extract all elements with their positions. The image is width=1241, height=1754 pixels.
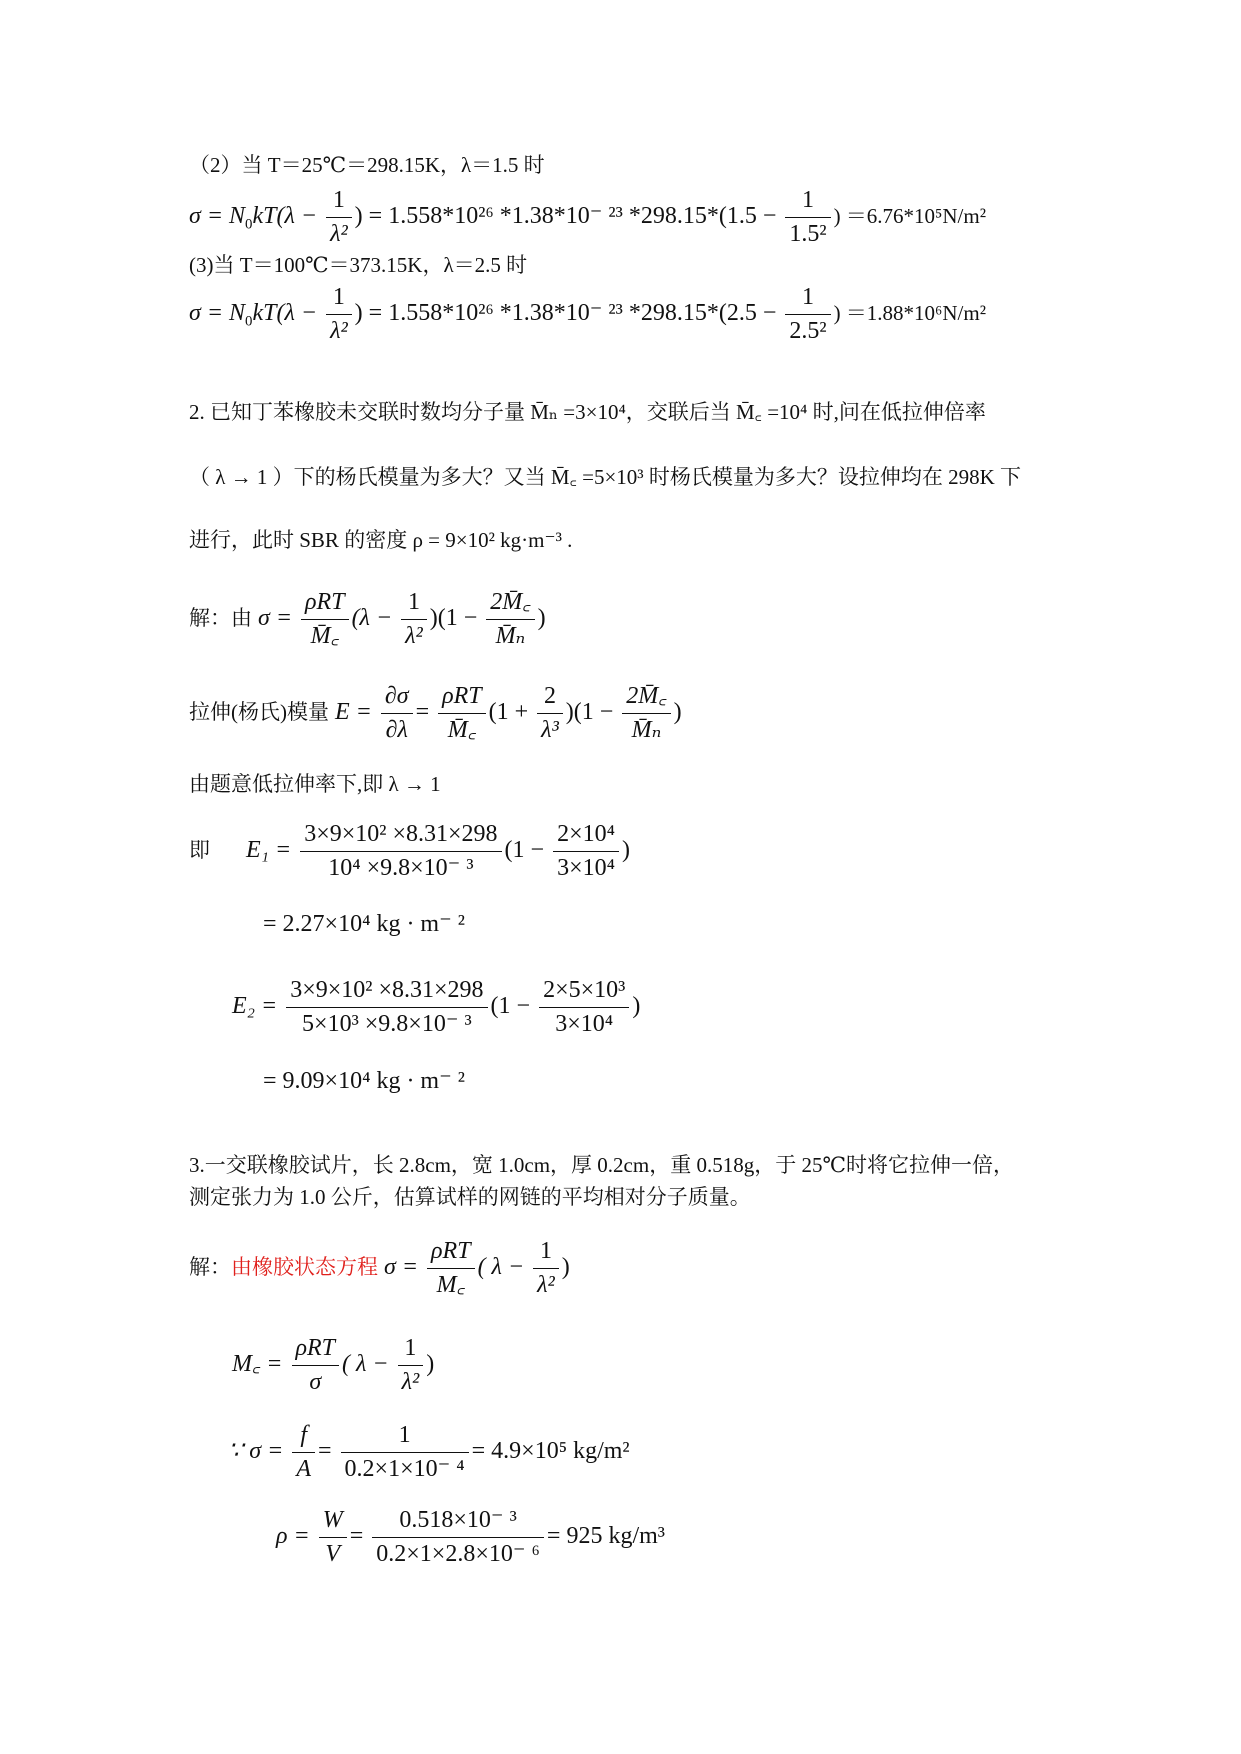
sol3-s-frac2 [341,1421,469,1484]
sol2-e2-num2: 2×5×10³ [539,976,629,1008]
eq3-lhs: σ = N [189,299,246,326]
sol3-s-num2: 1 [341,1421,469,1453]
sol2-e1-den: 10⁴ ×9.8×10⁻ ³ [328,854,474,881]
sol2-f1-end: ) [537,604,546,631]
eq2-num: 1 [326,186,352,218]
sol3-r-res: = 925 kg/m³ [546,1522,665,1549]
sol3-f-den: M꜀ [436,1271,465,1298]
sol2-e2-den2: 3×10⁴ [555,1010,614,1037]
sol2-f1-frac2 [401,588,427,651]
eq3-result: ) ＝1.88*10⁶N/m² [833,300,987,325]
sol3-mc-frac [292,1334,340,1397]
sol3-r-frac [319,1506,347,1569]
sol2-intro: 解：由 [189,605,252,630]
sol3-r-num2: 0.518×10⁻ ³ [372,1506,544,1538]
sol2-e2-num: 3×9×10² ×8.31×298 [286,976,487,1008]
sol2-mod-label: 拉伸(杨氏)模量 [189,699,329,724]
sol3-intro: 解： [189,1254,231,1279]
sol3-s-num: f [292,1421,315,1453]
sol2-f1-num2: 1 [401,588,427,620]
eq3-den2: 2.5² [789,317,827,344]
sol2-f1-mid2: )(1 − [429,604,478,631]
sol3-sigma [228,1421,630,1484]
sol2-mod-frac3 [622,682,670,745]
eq2-lhs-sub: 0 [245,216,253,233]
sol3-mc-frac2 [398,1334,424,1397]
eq3-rhs: ) = 1.558*10²⁶ *1.38*10⁻ ²³ *298.15*(2.5 − [354,299,777,326]
q3-line1: 3.一交联橡胶试片，长 2.8cm，宽 1.0cm，厚 0.2cm，重 0.518g，于 25℃时将它拉伸一倍， [189,1153,1014,1177]
eq2-den: λ² [330,220,348,247]
sol2-e2-frac [286,976,487,1039]
sol3-state-eq [189,1237,570,1300]
eq-part3 [189,283,986,346]
sol3-s-den: A [296,1455,311,1482]
sol2-mod-eq: = [415,698,430,725]
sol3-r-den: V [325,1540,341,1567]
eq3-den: λ² [330,317,348,344]
sol3-r-pre: ρ = [276,1522,310,1549]
sol2-e1-mid: (1 − [504,836,545,863]
q2-line2: （ λ → 1 ）下的杨氏模量为多大？又当 M̄꜀ =5×10³ 时杨氏模量为多大？设拉伸均在 298K 下 [189,465,1022,489]
sol2-e1-den2: 3×10⁴ [557,854,615,881]
sol3-f-num2: 1 [533,1237,559,1269]
sol2-e2-pre: E₂ = [232,992,278,1019]
sol2-f1-den: M̄꜀ [310,622,339,649]
eq3-num2: 1 [785,283,830,315]
sol2-mod-frac [381,682,413,745]
sol2-mod-num2: 2 [537,682,563,714]
q2-line1: 2. 已知丁苯橡胶未交联时数均分子量 M̄ₙ =3×10⁴，交联后当 M̄꜀ =10⁴ 时,问在低拉伸倍率 [189,400,986,424]
sol2-e1-result: = 2.27×10⁴ kg · m⁻ ² [263,911,465,937]
eq2-den2: 1.5² [789,220,827,247]
sol2-mod-end: ) [673,698,682,725]
sol2-mod-mid: (1 + [488,698,529,725]
sol3-s-frac [292,1421,315,1484]
sol3-rho [276,1506,665,1569]
eq3-frac [326,283,352,346]
sol2-mod-den2: λ³ [541,716,559,743]
eq2-frac2 [785,186,830,249]
sol2-e2-mid: (1 − [490,992,531,1019]
sol2-formula [189,588,546,651]
sol2-f1-num: ρRT [301,588,349,620]
sol2-mod-den1: M̄꜀ [447,716,477,743]
sol2-mod-num3: 2M̄꜀ [622,682,670,714]
sol2-e1-label: 即 [189,837,210,862]
sol2-mod-pre: E = [335,698,372,725]
sol3-s-eq: = [317,1437,332,1464]
sol3-f-frac2 [533,1237,559,1300]
sol2-e2-result: = 9.09×10⁴ kg · m⁻ ² [263,1068,465,1094]
eq2-lhs: σ = N [189,202,246,229]
sol3-mc [232,1334,434,1397]
sol2-e1-num: 3×9×10² ×8.31×298 [300,820,501,852]
sol2-modulus [189,682,682,745]
eq2-rhs: ) = 1.558*10²⁶ *1.38*10⁻ ²³ *298.15*(1.5 − [354,202,777,229]
sol3-f-den2: λ² [537,1271,555,1298]
sol3-s-res: = 4.9×10⁵ kg/m² [471,1437,630,1464]
sol2-f1-frac [301,588,349,651]
sol2-e1-end: ) [621,836,630,863]
sol2-f1-den2: λ² [405,622,423,649]
sol3-mc-den: σ [309,1368,322,1395]
sol3-mc-num: ρRT [292,1334,340,1366]
eq3-frac2 [785,283,830,346]
sol3-mc-mid: ( λ − [342,1350,389,1377]
sol2-e1-pre: E₁ = [246,836,292,863]
sol2-mod-frac1 [438,682,486,745]
sol3-f-frac [427,1237,475,1300]
q2-line3: 进行，此时 SBR 的密度 ρ = 9×10² kg·m⁻³ . [189,528,573,552]
sol3-s-pre: ∵ σ = [228,1437,284,1464]
eq2-frac [326,186,352,249]
eq-part2 [189,186,986,249]
sol3-r-den2: 0.2×1×2.8×10⁻ ⁶ [376,1540,540,1567]
sol2-mod-num: ∂σ [381,682,413,714]
sol3-mc-pre: M꜀ = [232,1350,283,1377]
sol2-e2-end: ) [632,992,641,1019]
sol3-red-label: 由橡胶状态方程 [231,1254,378,1279]
sol2-mod-den: ∂λ [385,716,408,743]
sol2-f1-den3: M̄ₙ [495,622,526,649]
part2-condition: （2）当 T＝25℃＝298.15K，λ＝1.5 时 [189,153,545,177]
sol3-f-pre: σ = [384,1253,419,1280]
eq3-lhs-rest: kT(λ − [252,299,318,326]
sol3-r-num: W [319,1506,347,1538]
eq3-lhs-sub: 0 [245,313,253,330]
sol3-mc-num2: 1 [398,1334,424,1366]
eq2-lhs-rest: kT(λ − [252,202,318,229]
sol3-mc-end: ) [426,1350,435,1377]
sol2-mod-mid2: )(1 − [565,698,614,725]
sol2-e1-frac2 [553,820,619,883]
q3-line2: 测定张力为 1.0 公斤，估算试样的网链的平均相对分子质量。 [189,1185,751,1209]
sol2-mod-frac2 [537,682,563,745]
part3-condition: (3)当 T＝100℃＝373.15K，λ＝2.5 时 [189,253,528,277]
sol2-low-stretch: 由题意低拉伸率下,即 λ → 1 [189,772,441,796]
sol3-mc-den2: λ² [401,1368,420,1395]
sol2-e1-frac [300,820,501,883]
sol2-e2-den: 5×10³ ×9.8×10⁻ ³ [302,1010,472,1037]
sol3-r-frac2 [372,1506,544,1569]
eq2-result: ) ＝6.76*10⁵N/m² [833,203,987,228]
sol3-f-end: ) [561,1253,570,1280]
sol2-e2-frac2 [539,976,629,1039]
sol3-f-num: ρRT [427,1237,475,1269]
eq3-num: 1 [326,283,352,315]
sol3-f-mid: ( λ − [477,1253,525,1280]
eq2-num2: 1 [785,186,830,218]
sol2-mod-num1: ρRT [438,682,486,714]
sol2-f1-pre: σ = [258,604,293,631]
sol3-r-eq: = [349,1522,364,1549]
sol2-e1 [189,820,630,883]
sol3-s-den2: 0.2×1×10⁻ ⁴ [344,1455,465,1482]
sol2-mod-den3: M̄ₙ [631,716,662,743]
sol2-e1-num2: 2×10⁴ [553,820,619,852]
sol2-e2 [232,976,640,1039]
sol2-f1-mid: (λ − [351,604,393,631]
sol2-f1-frac3 [486,588,534,651]
sol2-f1-num3: 2M̄꜀ [486,588,534,620]
